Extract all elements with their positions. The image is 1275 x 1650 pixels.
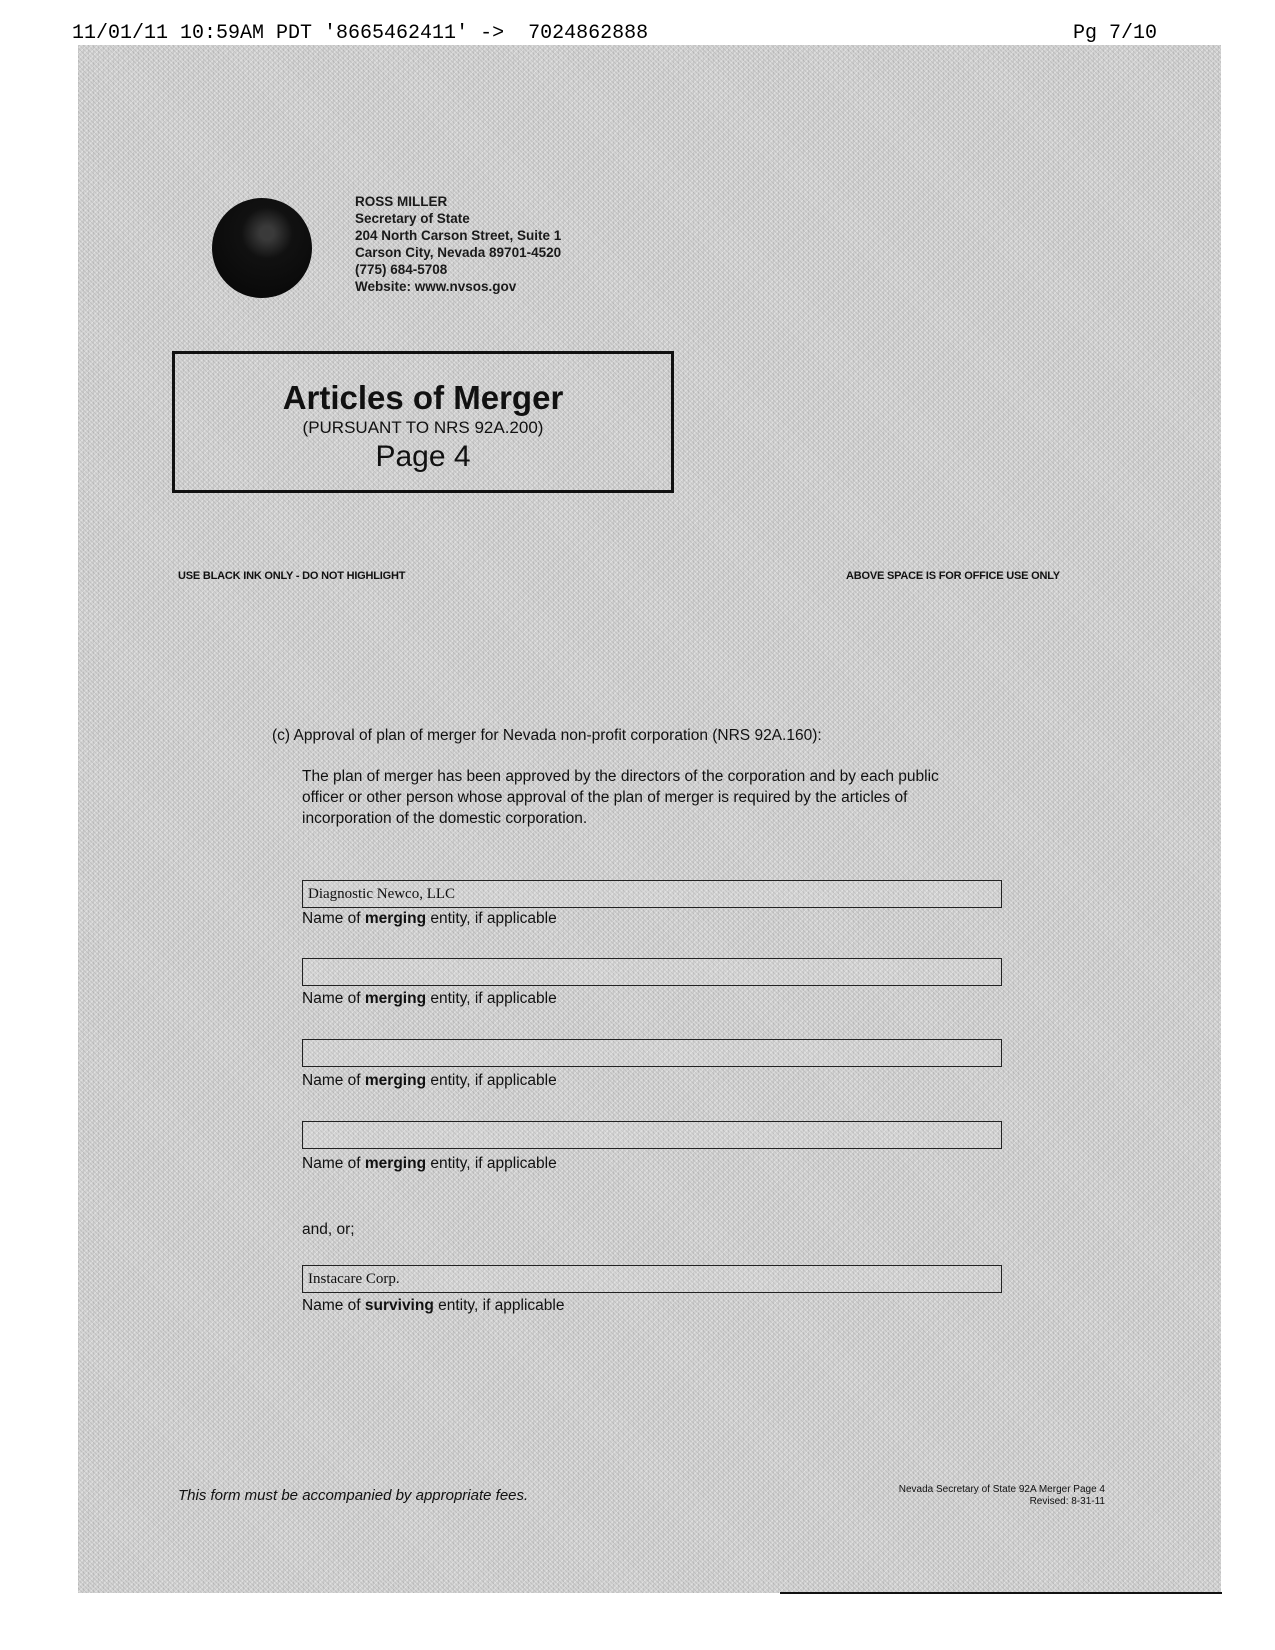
surviving-entity-field[interactable]: Instacare Corp. (302, 1265, 1002, 1293)
label-suffix: entity, if applicable (433, 1297, 565, 1314)
office-website: Website: www.nvsos.gov (355, 279, 517, 294)
office-address-block (355, 193, 561, 295)
surviving-entity-label (302, 1297, 565, 1315)
merging-entity-field-2[interactable] (302, 958, 1002, 986)
form-revision-date: Revised: 8-31-11 (1029, 1496, 1105, 1507)
label-prefix: Name of (302, 1072, 365, 1089)
approval-statement: The plan of merger has been approved by the directors of the corporation and by each public officer or other person whose approval of the plan of merger is required by the articles of incorporation of the domestic corporation. (302, 768, 939, 827)
form-title-box (172, 351, 674, 493)
merging-entity-field-4[interactable] (302, 1121, 1002, 1149)
label-prefix: Name of (302, 1155, 365, 1172)
label-suffix: entity, if applicable (426, 910, 557, 927)
form-title: Articles of Merger (282, 379, 564, 416)
merging-entity-label-4 (302, 1155, 557, 1173)
label-bold: merging (364, 910, 427, 927)
officer-name: ROSS MILLER (355, 194, 448, 209)
merging-entity-field-1[interactable]: Diagnostic Newco, LLC (302, 880, 1002, 908)
fax-transmission-line: 11/01/11 10:59AM PDT '8665462411' -> 7024862888 (72, 22, 649, 45)
fax-header (72, 22, 1157, 45)
office-address-line1: 204 North Carson Street, Suite 1 (355, 228, 562, 243)
label-prefix: Name of (302, 910, 365, 927)
fax-page-number: Pg 7/10 (1072, 22, 1157, 45)
officer-title: Secretary of State (355, 211, 470, 226)
form-subtitle: (PURSUANT TO NRS 92A.200) (302, 418, 544, 437)
label-suffix: entity, if applicable (426, 1072, 557, 1089)
section-c-heading: (c) Approval of plan of merger for Nevada non-profit corporation (NRS 92A.160): (272, 727, 822, 744)
label-suffix: entity, if applicable (426, 1155, 557, 1172)
merging-entity-label-3 (302, 1072, 557, 1090)
fee-notice: This form must be accompanied by appropriate fees. (178, 1487, 529, 1504)
form-reference (899, 1484, 1105, 1508)
label-prefix: Name of (302, 990, 365, 1007)
label-prefix: Name of (302, 1297, 365, 1314)
label-bold: merging (364, 990, 427, 1007)
merging-entity-label-2 (302, 990, 557, 1008)
merging-entity-field-3[interactable] (302, 1039, 1002, 1067)
merging-entity-label-1 (302, 910, 557, 928)
form-reference-title: Nevada Secretary of State 92A Merger Page 4 (898, 1484, 1105, 1495)
bottom-rule (780, 1592, 1222, 1594)
label-bold: merging (364, 1155, 427, 1172)
ink-instruction: USE BLACK INK ONLY - DO NOT HIGHLIGHT (178, 570, 406, 582)
form-page-label: Page 4 (375, 440, 471, 473)
office-use-note: ABOVE SPACE IS FOR OFFICE USE ONLY (846, 570, 1060, 582)
office-address-line2: Carson City, Nevada 89701-4520 (355, 245, 562, 260)
state-seal-icon (212, 198, 312, 298)
label-suffix: entity, if applicable (426, 990, 557, 1007)
label-bold: merging (364, 1072, 427, 1089)
label-bold: surviving (364, 1297, 434, 1314)
office-phone: (775) 684-5708 (355, 262, 448, 277)
and-or-label: and, or; (302, 1221, 355, 1238)
